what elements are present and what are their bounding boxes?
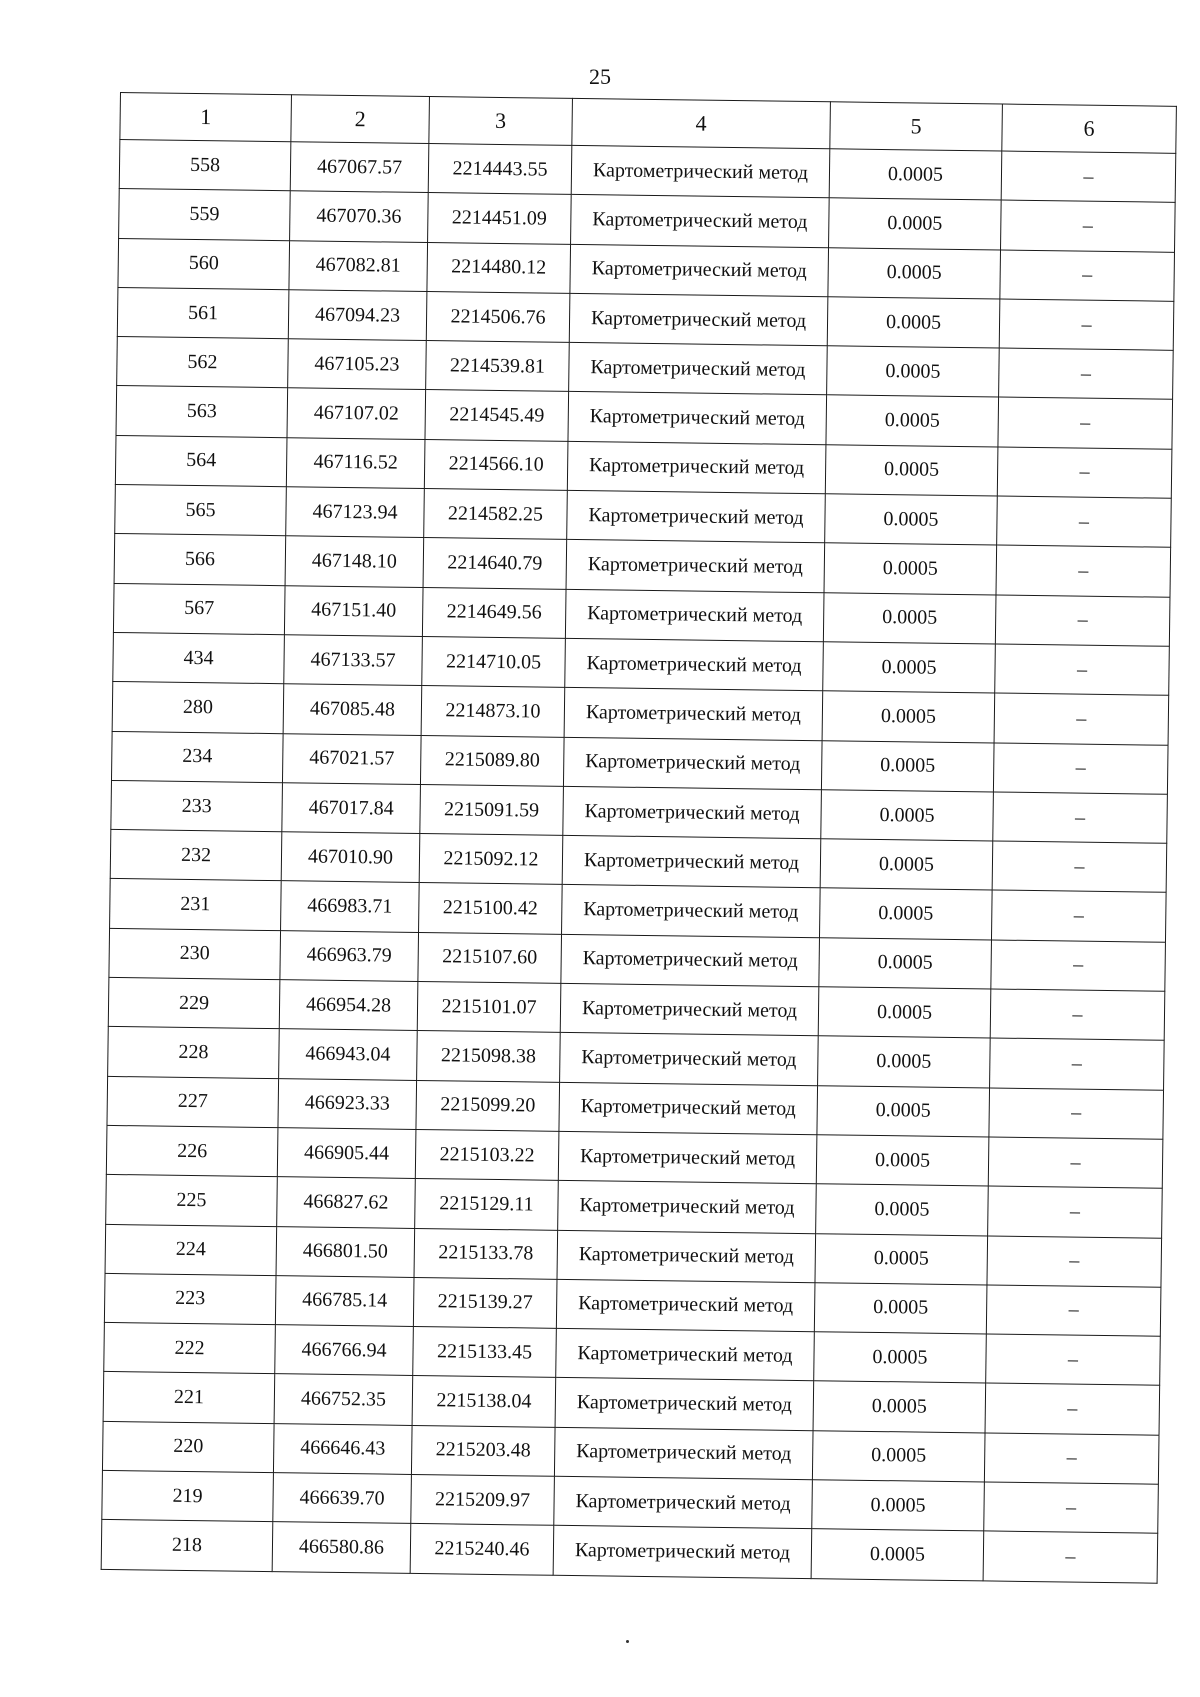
y-coordinate-cell: 2214539.81 (426, 341, 570, 392)
note-cell: – (999, 299, 1174, 351)
y-coordinate-cell: 2214873.10 (421, 686, 565, 737)
y-coordinate-cell: 2215107.60 (418, 932, 562, 983)
x-coordinate-cell: 466827.62 (277, 1177, 416, 1228)
x-coordinate-cell: 467148.10 (285, 536, 424, 587)
x-coordinate-cell: 466801.50 (276, 1226, 415, 1277)
point-number-cell: 564 (115, 435, 287, 487)
point-number-cell: 280 (112, 682, 284, 734)
method-cell: Картометрический метод (571, 145, 830, 198)
coordinates-table (101, 92, 1176, 1583)
y-coordinate-cell: 2215091.59 (420, 784, 564, 835)
point-number-cell: 224 (105, 1224, 277, 1276)
x-coordinate-cell: 466954.28 (279, 980, 418, 1031)
point-number-cell: 434 (113, 632, 285, 684)
note-cell: – (999, 348, 1174, 400)
method-cell: Картометрический метод (567, 441, 826, 494)
point-number-cell: 558 (119, 140, 291, 192)
note-cell: – (983, 1531, 1158, 1583)
note-cell: – (986, 1334, 1161, 1386)
x-coordinate-cell: 467082.81 (289, 240, 428, 291)
y-coordinate-cell: 2215098.38 (417, 1031, 561, 1082)
x-coordinate-cell: 466963.79 (280, 930, 419, 981)
point-number-cell: 232 (110, 830, 282, 882)
method-cell: Картометрический метод (558, 1181, 817, 1234)
accuracy-cell: 0.0005 (825, 494, 998, 546)
y-coordinate-cell: 2214451.09 (428, 193, 572, 244)
note-cell: – (996, 545, 1171, 597)
point-number-cell: 562 (117, 337, 289, 389)
method-cell: Картометрический метод (569, 343, 828, 396)
accuracy-cell: 0.0005 (829, 149, 1002, 201)
note-cell: – (987, 1235, 1162, 1287)
x-coordinate-cell: 467107.02 (287, 388, 426, 439)
y-coordinate-cell: 2214640.79 (423, 538, 567, 589)
method-cell: Картометрический метод (561, 934, 820, 987)
y-coordinate-cell: 2215240.46 (410, 1524, 554, 1575)
accuracy-cell: 0.0005 (819, 888, 992, 940)
note-cell: – (1001, 200, 1176, 252)
table-body (101, 140, 1176, 1583)
note-cell: – (998, 398, 1173, 450)
method-cell: Картометрический метод (570, 244, 829, 297)
column-header: 6 (1002, 104, 1177, 153)
point-number-cell: 221 (103, 1372, 275, 1424)
x-coordinate-cell: 467105.23 (288, 339, 427, 390)
accuracy-cell: 0.0005 (825, 445, 998, 497)
point-number-cell: 567 (113, 583, 285, 635)
accuracy-cell: 0.0005 (823, 592, 996, 644)
note-cell: – (995, 644, 1170, 696)
accuracy-cell: 0.0005 (816, 1135, 989, 1187)
accuracy-cell: 0.0005 (814, 1283, 987, 1335)
accuracy-cell: 0.0005 (813, 1381, 986, 1433)
y-coordinate-cell: 2214710.05 (422, 636, 566, 687)
accuracy-cell: 0.0005 (818, 1036, 991, 1088)
point-number-cell: 222 (104, 1323, 276, 1375)
y-coordinate-cell: 2215133.45 (413, 1327, 557, 1378)
method-cell: Картометрический метод (564, 688, 823, 741)
method-cell: Картометрический метод (555, 1378, 814, 1431)
method-cell: Картометрический метод (558, 1131, 817, 1184)
note-cell: – (993, 743, 1168, 795)
method-cell: Картометрический метод (565, 638, 824, 691)
x-coordinate-cell: 467123.94 (286, 487, 425, 538)
x-coordinate-cell: 467133.57 (284, 635, 423, 686)
y-coordinate-cell: 2214649.56 (422, 587, 566, 638)
y-coordinate-cell: 2214506.76 (426, 291, 570, 342)
point-number-cell: 218 (101, 1520, 273, 1572)
column-header: 1 (120, 93, 292, 142)
note-cell: – (985, 1383, 1160, 1435)
x-coordinate-cell: 467067.57 (290, 142, 429, 193)
method-cell: Картометрический метод (562, 836, 821, 889)
y-coordinate-cell: 2214480.12 (427, 242, 571, 293)
method-cell: Картометрический метод (554, 1476, 813, 1529)
point-number-cell: 234 (111, 731, 283, 783)
y-coordinate-cell: 2215099.20 (416, 1080, 560, 1131)
accuracy-cell: 0.0005 (821, 790, 994, 842)
point-number-cell: 225 (106, 1175, 278, 1227)
accuracy-cell: 0.0005 (817, 1085, 990, 1137)
accuracy-cell: 0.0005 (812, 1430, 985, 1482)
method-cell: Картометрический метод (563, 737, 822, 790)
y-coordinate-cell: 2215129.11 (415, 1179, 559, 1230)
method-cell: Картометрический метод (563, 786, 822, 839)
x-coordinate-cell: 466639.70 (273, 1473, 412, 1524)
note-cell: – (989, 1088, 1164, 1140)
point-number-cell: 560 (118, 238, 290, 290)
point-number-cell: 565 (115, 485, 287, 537)
y-coordinate-cell: 2214582.25 (424, 489, 568, 540)
accuracy-cell: 0.0005 (827, 346, 1000, 398)
y-coordinate-cell: 2215138.04 (412, 1376, 556, 1427)
y-coordinate-cell: 2214545.49 (425, 390, 569, 441)
method-cell: Картометрический метод (567, 490, 826, 543)
method-cell: Картометрический метод (566, 540, 825, 593)
note-cell: – (997, 496, 1172, 548)
note-cell: – (1001, 151, 1176, 203)
method-cell: Картометрический метод (557, 1230, 816, 1283)
point-number-cell: 228 (108, 1027, 280, 1079)
accuracy-cell: 0.0005 (814, 1332, 987, 1384)
method-cell: Картометрический метод (568, 392, 827, 445)
accuracy-cell: 0.0005 (828, 247, 1001, 299)
y-coordinate-cell: 2215100.42 (419, 883, 563, 934)
x-coordinate-cell: 466646.43 (273, 1423, 412, 1474)
accuracy-cell: 0.0005 (827, 297, 1000, 349)
accuracy-cell: 0.0005 (821, 740, 994, 792)
method-cell: Картометрический метод (553, 1526, 812, 1579)
column-header: 3 (429, 97, 573, 146)
scan-speck (626, 1640, 629, 1643)
x-coordinate-cell: 467085.48 (283, 684, 422, 735)
note-cell: – (1000, 250, 1175, 302)
note-cell: – (992, 841, 1167, 893)
note-cell: – (984, 1433, 1159, 1485)
note-cell: – (990, 989, 1165, 1041)
point-number-cell: 231 (110, 879, 282, 931)
accuracy-cell: 0.0005 (819, 937, 992, 989)
method-cell: Картометрический метод (565, 589, 824, 642)
x-coordinate-cell: 466923.33 (278, 1078, 417, 1129)
y-coordinate-cell: 2215203.48 (411, 1425, 555, 1476)
note-cell: – (995, 595, 1170, 647)
page-number: 25 (589, 64, 611, 89)
method-cell: Картометрический метод (554, 1427, 813, 1480)
method-cell: Картометрический метод (560, 1033, 819, 1086)
x-coordinate-cell: 467070.36 (290, 191, 429, 242)
note-cell: – (986, 1285, 1161, 1337)
x-coordinate-cell: 467151.40 (284, 585, 423, 636)
note-cell: – (984, 1482, 1159, 1534)
method-cell: Картометрический метод (560, 983, 819, 1036)
y-coordinate-cell: 2215133.78 (414, 1228, 558, 1279)
accuracy-cell: 0.0005 (822, 691, 995, 743)
point-number-cell: 559 (119, 189, 291, 241)
note-cell: – (988, 1186, 1163, 1238)
y-coordinate-cell: 2215089.80 (420, 735, 564, 786)
accuracy-cell: 0.0005 (818, 987, 991, 1039)
method-cell: Картометрический метод (556, 1328, 815, 1381)
x-coordinate-cell: 466580.86 (272, 1522, 411, 1573)
point-number-cell: 227 (107, 1076, 279, 1128)
x-coordinate-cell: 467010.90 (281, 832, 420, 883)
x-coordinate-cell: 466943.04 (279, 1029, 418, 1080)
x-coordinate-cell: 466905.44 (277, 1128, 416, 1179)
accuracy-cell: 0.0005 (826, 395, 999, 447)
note-cell: – (994, 693, 1169, 745)
y-coordinate-cell: 2215092.12 (419, 834, 563, 885)
point-number-cell: 219 (102, 1470, 274, 1522)
method-cell: Картометрический метод (571, 195, 830, 248)
x-coordinate-cell: 467116.52 (286, 437, 425, 488)
point-number-cell: 230 (109, 928, 281, 980)
note-cell: – (991, 890, 1166, 942)
note-cell: – (993, 792, 1168, 844)
y-coordinate-cell: 2215103.22 (415, 1129, 559, 1180)
column-header: 2 (291, 95, 430, 144)
y-coordinate-cell: 2215209.97 (411, 1474, 555, 1525)
point-number-cell: 566 (114, 534, 286, 586)
point-number-cell: 561 (117, 287, 289, 339)
x-coordinate-cell: 466785.14 (275, 1275, 414, 1326)
accuracy-cell: 0.0005 (824, 543, 997, 595)
note-cell: – (988, 1137, 1163, 1189)
method-cell: Картометрический метод (569, 293, 828, 346)
y-coordinate-cell: 2214566.10 (424, 439, 568, 490)
y-coordinate-cell: 2215101.07 (417, 982, 561, 1033)
x-coordinate-cell: 467017.84 (282, 783, 421, 834)
accuracy-cell: 0.0005 (815, 1233, 988, 1285)
accuracy-cell: 0.0005 (812, 1480, 985, 1532)
point-number-cell: 226 (106, 1125, 278, 1177)
point-number-cell: 220 (102, 1421, 274, 1473)
point-number-cell: 229 (108, 977, 280, 1029)
point-number-cell: 563 (116, 386, 288, 438)
y-coordinate-cell: 2214443.55 (428, 144, 572, 195)
accuracy-cell: 0.0005 (820, 839, 993, 891)
accuracy-cell: 0.0005 (816, 1184, 989, 1236)
point-number-cell: 223 (104, 1273, 276, 1325)
note-cell: – (991, 940, 1166, 992)
column-header: 5 (830, 102, 1003, 151)
point-number-cell: 233 (111, 780, 283, 832)
y-coordinate-cell: 2215139.27 (413, 1277, 557, 1328)
accuracy-cell: 0.0005 (823, 642, 996, 694)
x-coordinate-cell: 467094.23 (288, 290, 427, 341)
note-cell: – (997, 447, 1172, 499)
accuracy-cell: 0.0005 (811, 1529, 984, 1581)
accuracy-cell: 0.0005 (829, 198, 1002, 250)
x-coordinate-cell: 466766.94 (275, 1325, 414, 1376)
x-coordinate-cell: 466752.35 (274, 1374, 413, 1425)
method-cell: Картометрический метод (556, 1279, 815, 1332)
x-coordinate-cell: 467021.57 (282, 733, 421, 784)
note-cell: – (990, 1038, 1165, 1090)
column-header: 4 (572, 98, 831, 148)
method-cell: Картометрический метод (562, 885, 821, 938)
method-cell: Картометрический метод (559, 1082, 818, 1135)
x-coordinate-cell: 466983.71 (281, 881, 420, 932)
